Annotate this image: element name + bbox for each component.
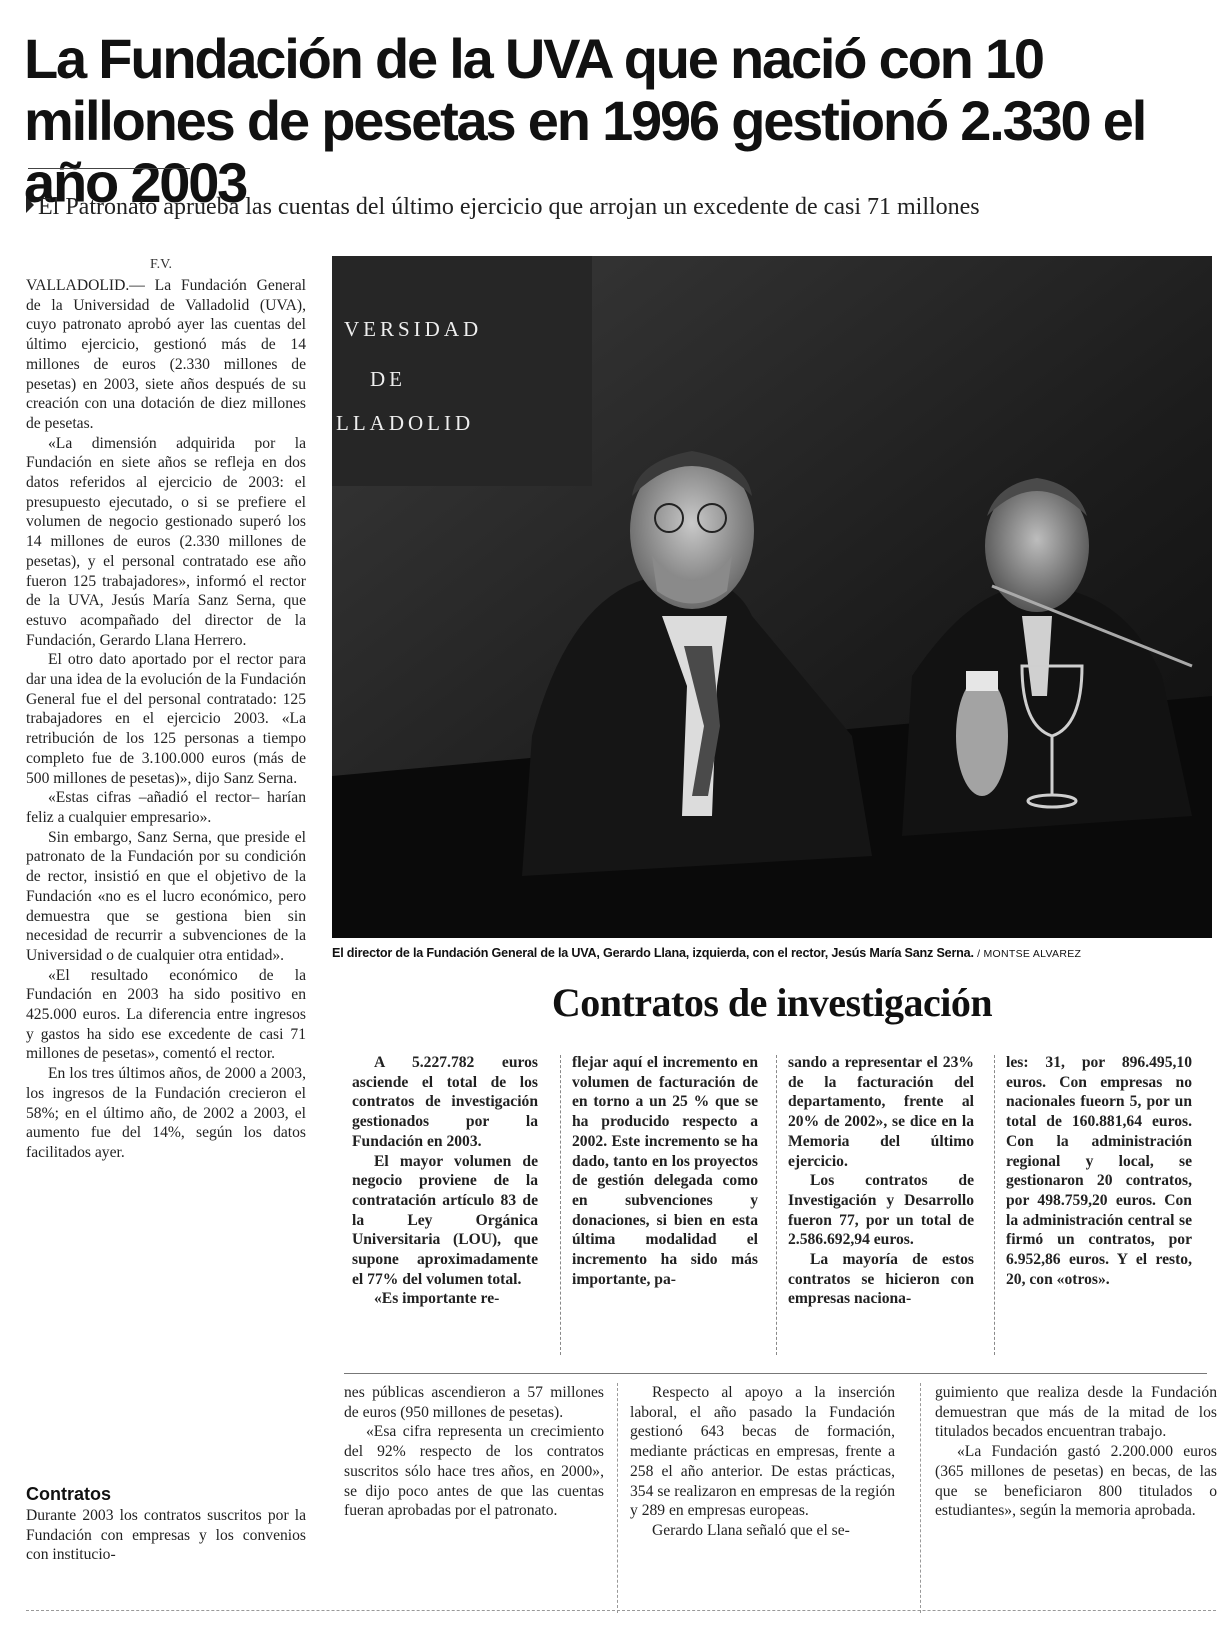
sidebar-column-1: [352, 1053, 538, 1309]
paragraph: guimiento que realiza desde la Fundación demuestran que más de la mitad de los titulados becados encuentran trabajo.: [935, 1384, 1217, 1441]
photo-caption: [332, 946, 1222, 960]
column-divider: [776, 1055, 777, 1355]
column-divider: [920, 1383, 921, 1613]
paragraph: Los contratos de Investigación y Desarrollo fueron 77, por un total de 2.586.692,94 euros.: [788, 1172, 974, 1249]
paragraph: «La dimensión adquirida por la Fundación en siete años se refleja en dos datos referidos al ejercicio de 2003: el presupuesto ejecutado, o si se prefiere el volumen de negocio gestionado superó los 14 millones de euros (2.330 millones de pesetas), y el personal contratado ese año fueron 125 trabajadores», informó el rector de la UVA, Jesús María Sanz Serna, que estuvo acompañado del director de la Fundación, Gerardo Llana Herrero.: [26, 434, 306, 649]
sidebar-column-3: [788, 1053, 974, 1309]
press-photo: [332, 256, 1212, 938]
article-column-4: [935, 1383, 1217, 1521]
paragraph: A 5.227.782 euros asciende el total de los contratos de investigación gestionados por la Fundación en 2003.: [352, 1054, 538, 1150]
sign-line: VERSIDAD: [344, 317, 483, 341]
article-column-1-continued: [26, 1506, 306, 1565]
article-column-2: [344, 1383, 604, 1521]
paragraph: VALLADOLID.— La Fundación General de la Universidad de Valladolid (UVA), cuyo patronato aprobó ayer las cuentas del último ejercicio, gestionó más de 14 millones de euros (2.330 millones de pesetas) en 2003, siete años después de su creación con una dotación de diez millones de pesetas.: [26, 277, 306, 432]
sidebar-bottom-rule: [344, 1373, 1207, 1374]
paragraph: El otro dato aportado por el rector para dar una idea de la evolución de la Fundación General fue el del personal contratado: 125 trabajadores en el ejercicio 2003. «La retribución de los 125 personas a tiempo completo fue de 3.100.000 euros (más de 500 millones de pesetas)», dijo Sanz Serna.: [26, 651, 306, 787]
deck-text: El Patronato aprueba las cuentas del último ejercicio que arrojan un excedente de casi 71 millones: [38, 194, 980, 220]
paragraph: «Esa cifra representa un crecimiento del 92% respecto de los contratos suscritos sólo hace tres años, en 2000», se dijo poco antes de que las cuentas fueran aprobadas por el patronato.: [344, 1423, 604, 1520]
article-column-1: [26, 276, 306, 1163]
article-column-3: [630, 1383, 895, 1541]
byline: F.V.: [150, 257, 172, 272]
caption-text: El director de la Fundación General de la UVA, Gerardo Llana, izquierda, con el rector, Jesús María Sanz Serna.: [332, 946, 974, 960]
paragraph: Durante 2003 los contratos suscritos por la Fundación con empresas y los convenios con institucio-: [26, 1507, 306, 1564]
paragraph: Gerardo Llana señaló que el se-: [652, 1521, 850, 1539]
paragraph: La mayoría de estos contratos se hicieron con empresas naciona-: [788, 1251, 974, 1308]
sidebar-column-2: [572, 1053, 758, 1289]
column-divider: [994, 1055, 995, 1355]
subheading: Contratos: [26, 1484, 111, 1504]
photo-illustration: [332, 256, 1212, 938]
deck: [26, 192, 1226, 222]
paragraph: Sin embargo, Sanz Serna, que preside el patronato de la Fundación por su condición de rector, insistió en que el objetivo de la Fundación «no es el lucro económico, pero demuestra que se gestiona bien sin necesidad de recurrir a subvenciones de la Universidad o de cualquier otra entidad».: [26, 828, 306, 964]
sidebar-title: Contratos de investigación: [551, 980, 993, 1025]
paragraph: «La Fundación gastó 2.200.000 euros (365 millones de pesetas) en becas, de las que se beneficiaron 800 titulados o estudiantes», según la memoria aprobada.: [935, 1443, 1217, 1520]
paragraph: les: 31, por 896.495,10 euros. Con empresas no nacionales fueorn 5, por un total de 160.881,64 euros. Con la administración regional y local, se gestionaron 20 contratos, por 498.759,20 euros. Con la administración central se firmó un contratos, por 6.952,86 euros. Y el resto, 20, con «otros».: [1006, 1054, 1192, 1288]
paragraph: «Es importante re-: [374, 1290, 500, 1308]
paragraph: «Estas cifras –añadió el rector– harían feliz a cualquier empresario».: [26, 789, 306, 826]
paragraph: sando a representar el 23% de la facturación del departamento, frente al 20% de 2002», se dice en la Memoria del último ejercicio.: [788, 1054, 974, 1170]
column-divider: [617, 1383, 618, 1613]
photo-credit: / MONTSE ALVAREZ: [977, 948, 1082, 960]
column-divider: [560, 1055, 561, 1355]
paragraph: Respecto al apoyo a la inserción laboral, el año pasado la Fundación gestionó 643 becas de formación, mediante prácticas en empresas, frente a 258 el año anterior. De estas prácticas, 354 se realizaron en empresas de la región y 289 en empresas europeas.: [630, 1384, 895, 1520]
paragraph: En los tres últimos años, de 2000 a 2003, los ingresos de la Fundación crecieron el 58%; en el último año, de 2002 a 2003, el aumento fue del 14%, según los datos facilitados ayer.: [26, 1065, 306, 1161]
headline: La Fundación de la UVA que nació con 10 millones de pesetas en 1996 gestionó 2.330 el año 2003: [24, 27, 1146, 214]
sign-line: LLADOLID: [336, 411, 475, 435]
paragraph: nes públicas ascendieron a 57 millones de euros (950 millones de pesetas).: [344, 1384, 604, 1421]
headline-rule: [28, 168, 190, 169]
paragraph: flejar aquí el incremento en volumen de facturación de en torno a un 25 % que se ha producido respecto a 2002. Este incremento se ha dado, tanto en los proyectos de gestión delegada como en subvenciones y donaciones, si bien en esta última modalidad el incremento ha sido más importante, pa-: [572, 1054, 758, 1288]
triangle-bullet-icon: [26, 197, 34, 213]
page-bottom-rule: [26, 1610, 1216, 1611]
sign-line: DE: [370, 367, 406, 391]
sidebar-column-4: [1006, 1053, 1192, 1289]
paragraph: «El resultado económico de la Fundación en 2003 ha sido positivo en 425.000 euros. La diferencia entre ingresos y gastos ha sido ese excedente de casi 71 millones de pesetas», comentó el rector.: [26, 966, 306, 1063]
paragraph: El mayor volumen de negocio proviene de la contratación artículo 83 de la Ley Orgánica Universitaria (LOU), que supone aproximadamente el 77% del volumen total.: [352, 1152, 538, 1288]
